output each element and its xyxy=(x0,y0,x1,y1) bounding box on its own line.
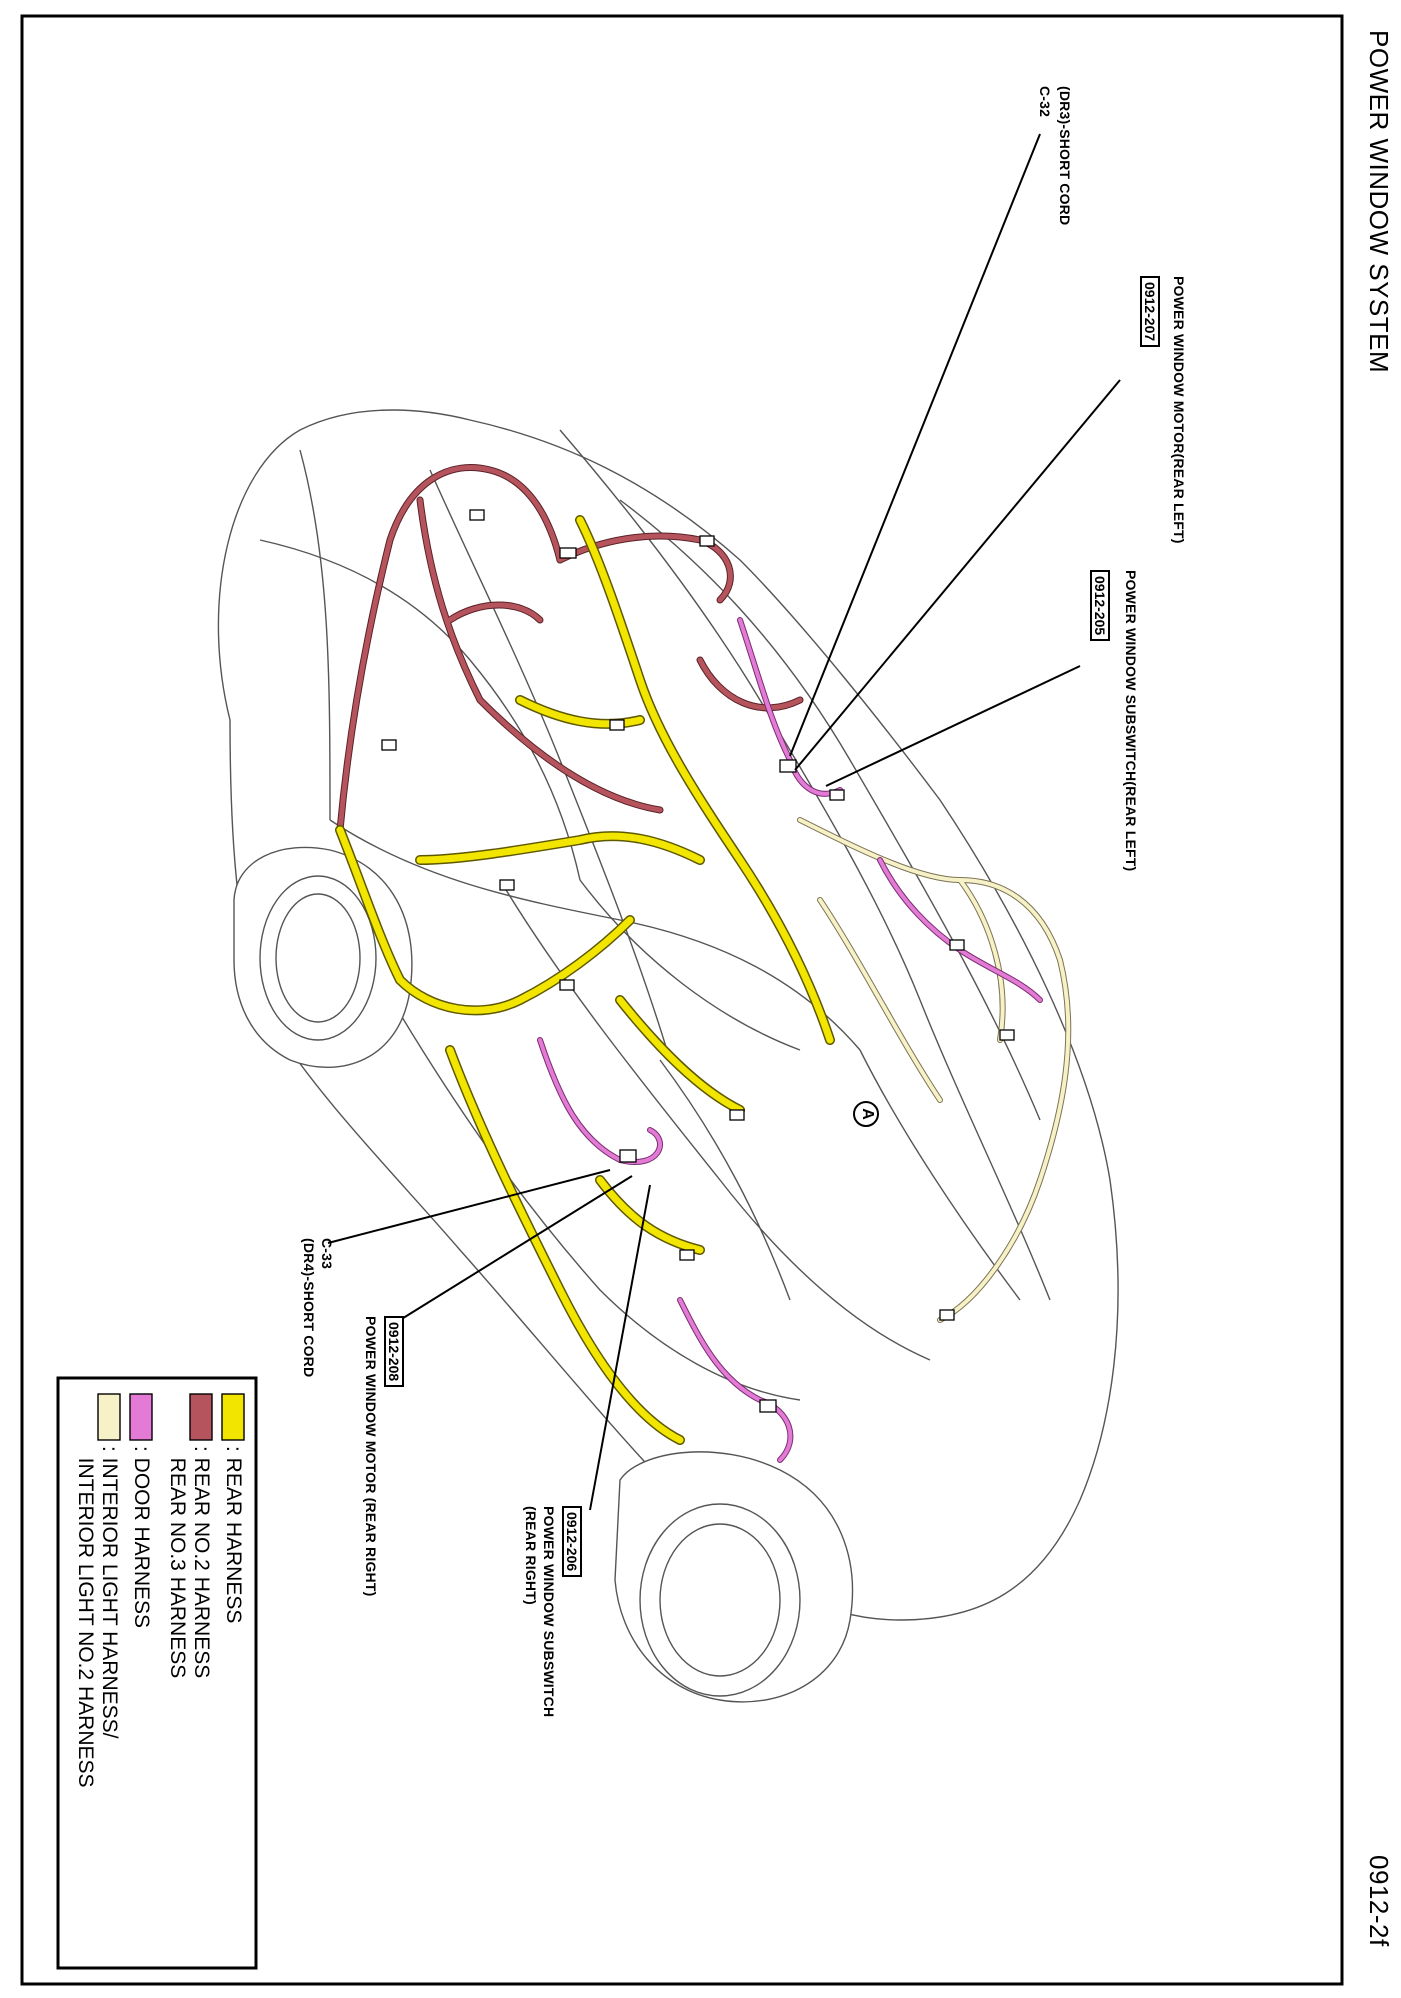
callout-dr4-short-cord-line2: (DR4)-SHORT CORD xyxy=(301,1238,317,1378)
callout-dr3-short-cord-line1: (DR3)-SHORT CORD xyxy=(1057,86,1073,226)
callout-subswitch-rear-right-line1: POWER WINDOW SUBSWITCH xyxy=(541,1506,557,1718)
callout-motor-rear-left-text: POWER WINDOW MOTOR(REAR LEFT) xyxy=(1171,276,1187,544)
legend-label-rear-no3: REAR NO.3 HARNESS xyxy=(166,1446,189,1679)
legend-swatch-rear-no2 xyxy=(190,1394,212,1440)
callout-subswitch-rear-right-line2: (REAR RIGHT) xyxy=(523,1506,539,1605)
callout-dr3-short-cord-line2: C-32 xyxy=(1037,86,1053,118)
rear-harness xyxy=(340,520,830,1440)
legend-label-interior-no2: INTERIOR LIGHT NO.2 HARNESS xyxy=(74,1446,97,1788)
page-number: 0912-2f xyxy=(1364,1855,1394,1947)
interior-light-harness xyxy=(800,820,1068,1320)
legend-label-rear: : REAR HARNESS xyxy=(222,1446,245,1624)
page-title: POWER WINDOW SYSTEM xyxy=(1364,30,1394,374)
legend-swatch-rear xyxy=(222,1394,244,1440)
callout-subswitch-rear-right-code: 0912-206 xyxy=(562,1506,582,1577)
callout-motor-rear-right-code: 0912-208 xyxy=(384,1316,404,1387)
leader-lines xyxy=(328,134,1120,1510)
legend-swatch-interior xyxy=(98,1394,120,1440)
connectors xyxy=(382,510,1014,1412)
callout-subswitch-rear-left-text: POWER WINDOW SUBSWITCH(REAR LEFT) xyxy=(1123,570,1139,872)
legend-label-interior: : INTERIOR LIGHT HARNESS/ xyxy=(98,1446,121,1739)
legend-label-rear-no2: : REAR NO.2 HARNESS xyxy=(190,1446,213,1679)
callout-motor-rear-left-code: 0912-207 xyxy=(1140,276,1160,347)
point-a-label: A xyxy=(859,1108,876,1120)
legend-label-door: : DOOR HARNESS xyxy=(130,1446,153,1629)
callout-dr4-short-cord-line1: C-33 xyxy=(319,1238,335,1270)
wheel-rear xyxy=(615,1452,852,1702)
callout-subswitch-rear-left-code: 0912-205 xyxy=(1090,570,1110,641)
legend-swatch-door xyxy=(130,1394,152,1440)
door-harness xyxy=(540,620,1040,1460)
callout-motor-rear-right-text: POWER WINDOW MOTOR (REAR RIGHT) xyxy=(363,1316,379,1597)
